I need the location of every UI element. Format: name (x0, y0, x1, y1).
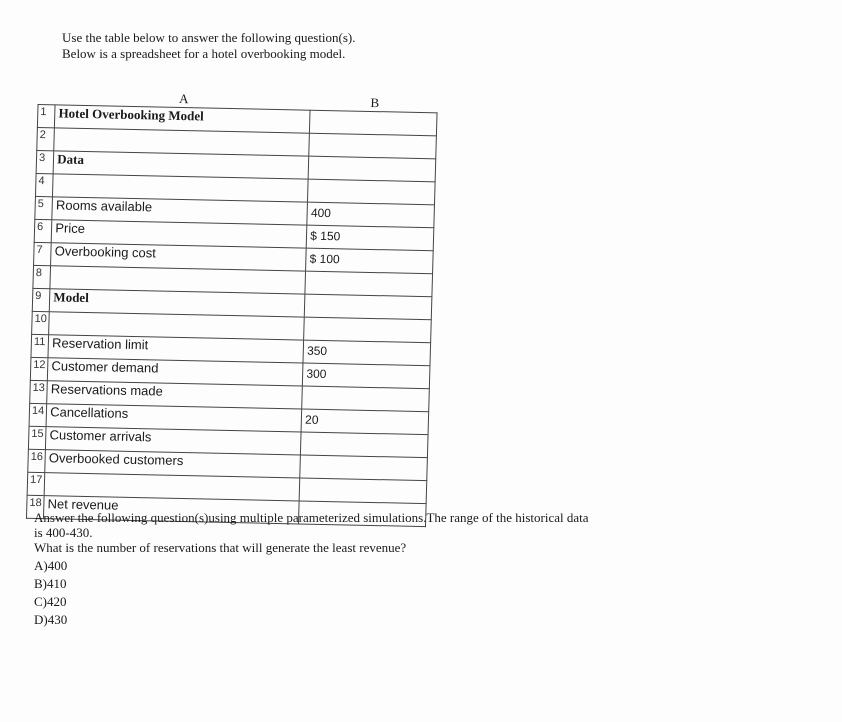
cell-a: Customer demand (48, 358, 304, 386)
column-header-a: A (178, 90, 189, 107)
option-c[interactable]: C)420 (34, 594, 67, 609)
cell-b: $ 150 (306, 225, 433, 251)
row-number: 6 (34, 219, 52, 242)
row-number: 4 (35, 173, 53, 196)
row-number: 15 (28, 426, 46, 449)
row-number: 10 (32, 311, 50, 334)
cell-b (304, 317, 431, 343)
question-block (34, 510, 804, 629)
row-number: 3 (36, 150, 54, 173)
row-number: 7 (34, 242, 52, 265)
row-number: 16 (28, 449, 46, 472)
cell-b (309, 133, 436, 159)
cell-a: Overbooking cost (51, 243, 307, 271)
cell-b: $ 100 (306, 248, 433, 274)
instruction-line-1: Use the table below to answer the following question(s). (62, 30, 356, 45)
row-number: 9 (32, 288, 50, 311)
cell-a: Model (50, 289, 306, 317)
column-header-b: B (370, 94, 380, 111)
cell-a: Overbooked customers (45, 450, 301, 478)
option-a[interactable]: A)400 (34, 558, 68, 573)
cell-b (308, 179, 435, 205)
instruction-line-2: Below is a spreadsheet for a hotel overbooking model. (62, 46, 346, 61)
row-number: 1 (37, 105, 55, 128)
cell-a: Reservations made (47, 381, 303, 409)
question-line-1: Answer the following question(s)using multiple parameterized simulations.The range of the historical data (34, 510, 589, 525)
row-number: 18 (26, 495, 44, 518)
cell-b (308, 156, 435, 182)
cell-b (302, 386, 429, 412)
instructions (62, 30, 356, 62)
corner-cell (38, 88, 56, 104)
option-b[interactable]: B)410 (34, 576, 67, 591)
cell-b (300, 455, 427, 481)
row-number: 5 (35, 196, 53, 219)
cell-b (305, 294, 432, 320)
answer-options (34, 557, 804, 629)
cell-a: Net revenue (44, 496, 300, 524)
row-number: 11 (31, 334, 49, 357)
cell-a: Rooms available (52, 197, 308, 225)
row-number: 13 (30, 380, 48, 403)
cell-a: Hotel Overbooking Model (55, 105, 311, 133)
row-number: 12 (30, 357, 48, 380)
cell-b: 350 (303, 340, 430, 366)
row-number: 8 (33, 265, 51, 288)
cell-b (299, 478, 426, 504)
row-number: 2 (37, 127, 55, 150)
cell-a: Price (51, 220, 307, 248)
spreadsheet-grid (26, 104, 438, 527)
option-d[interactable]: D)430 (34, 612, 68, 627)
cell-a: Reservation limit (48, 335, 304, 363)
cell-a: Cancellations (46, 404, 302, 432)
cell-b (305, 271, 432, 297)
row-number: 14 (29, 403, 47, 426)
cell-b (301, 432, 428, 458)
row-number: 17 (27, 472, 45, 495)
cell-b: 300 (303, 363, 430, 389)
question-line-2: is 400-430. (34, 525, 93, 540)
cell-a: Customer arrivals (46, 427, 302, 455)
spreadsheet (26, 88, 438, 514)
cell-a: Data (53, 151, 309, 179)
cell-b: 400 (307, 202, 434, 228)
cell-b (310, 110, 437, 136)
cell-b: 20 (301, 409, 428, 435)
question-line-3: What is the number of reservations that will generate the least revenue? (34, 540, 407, 555)
